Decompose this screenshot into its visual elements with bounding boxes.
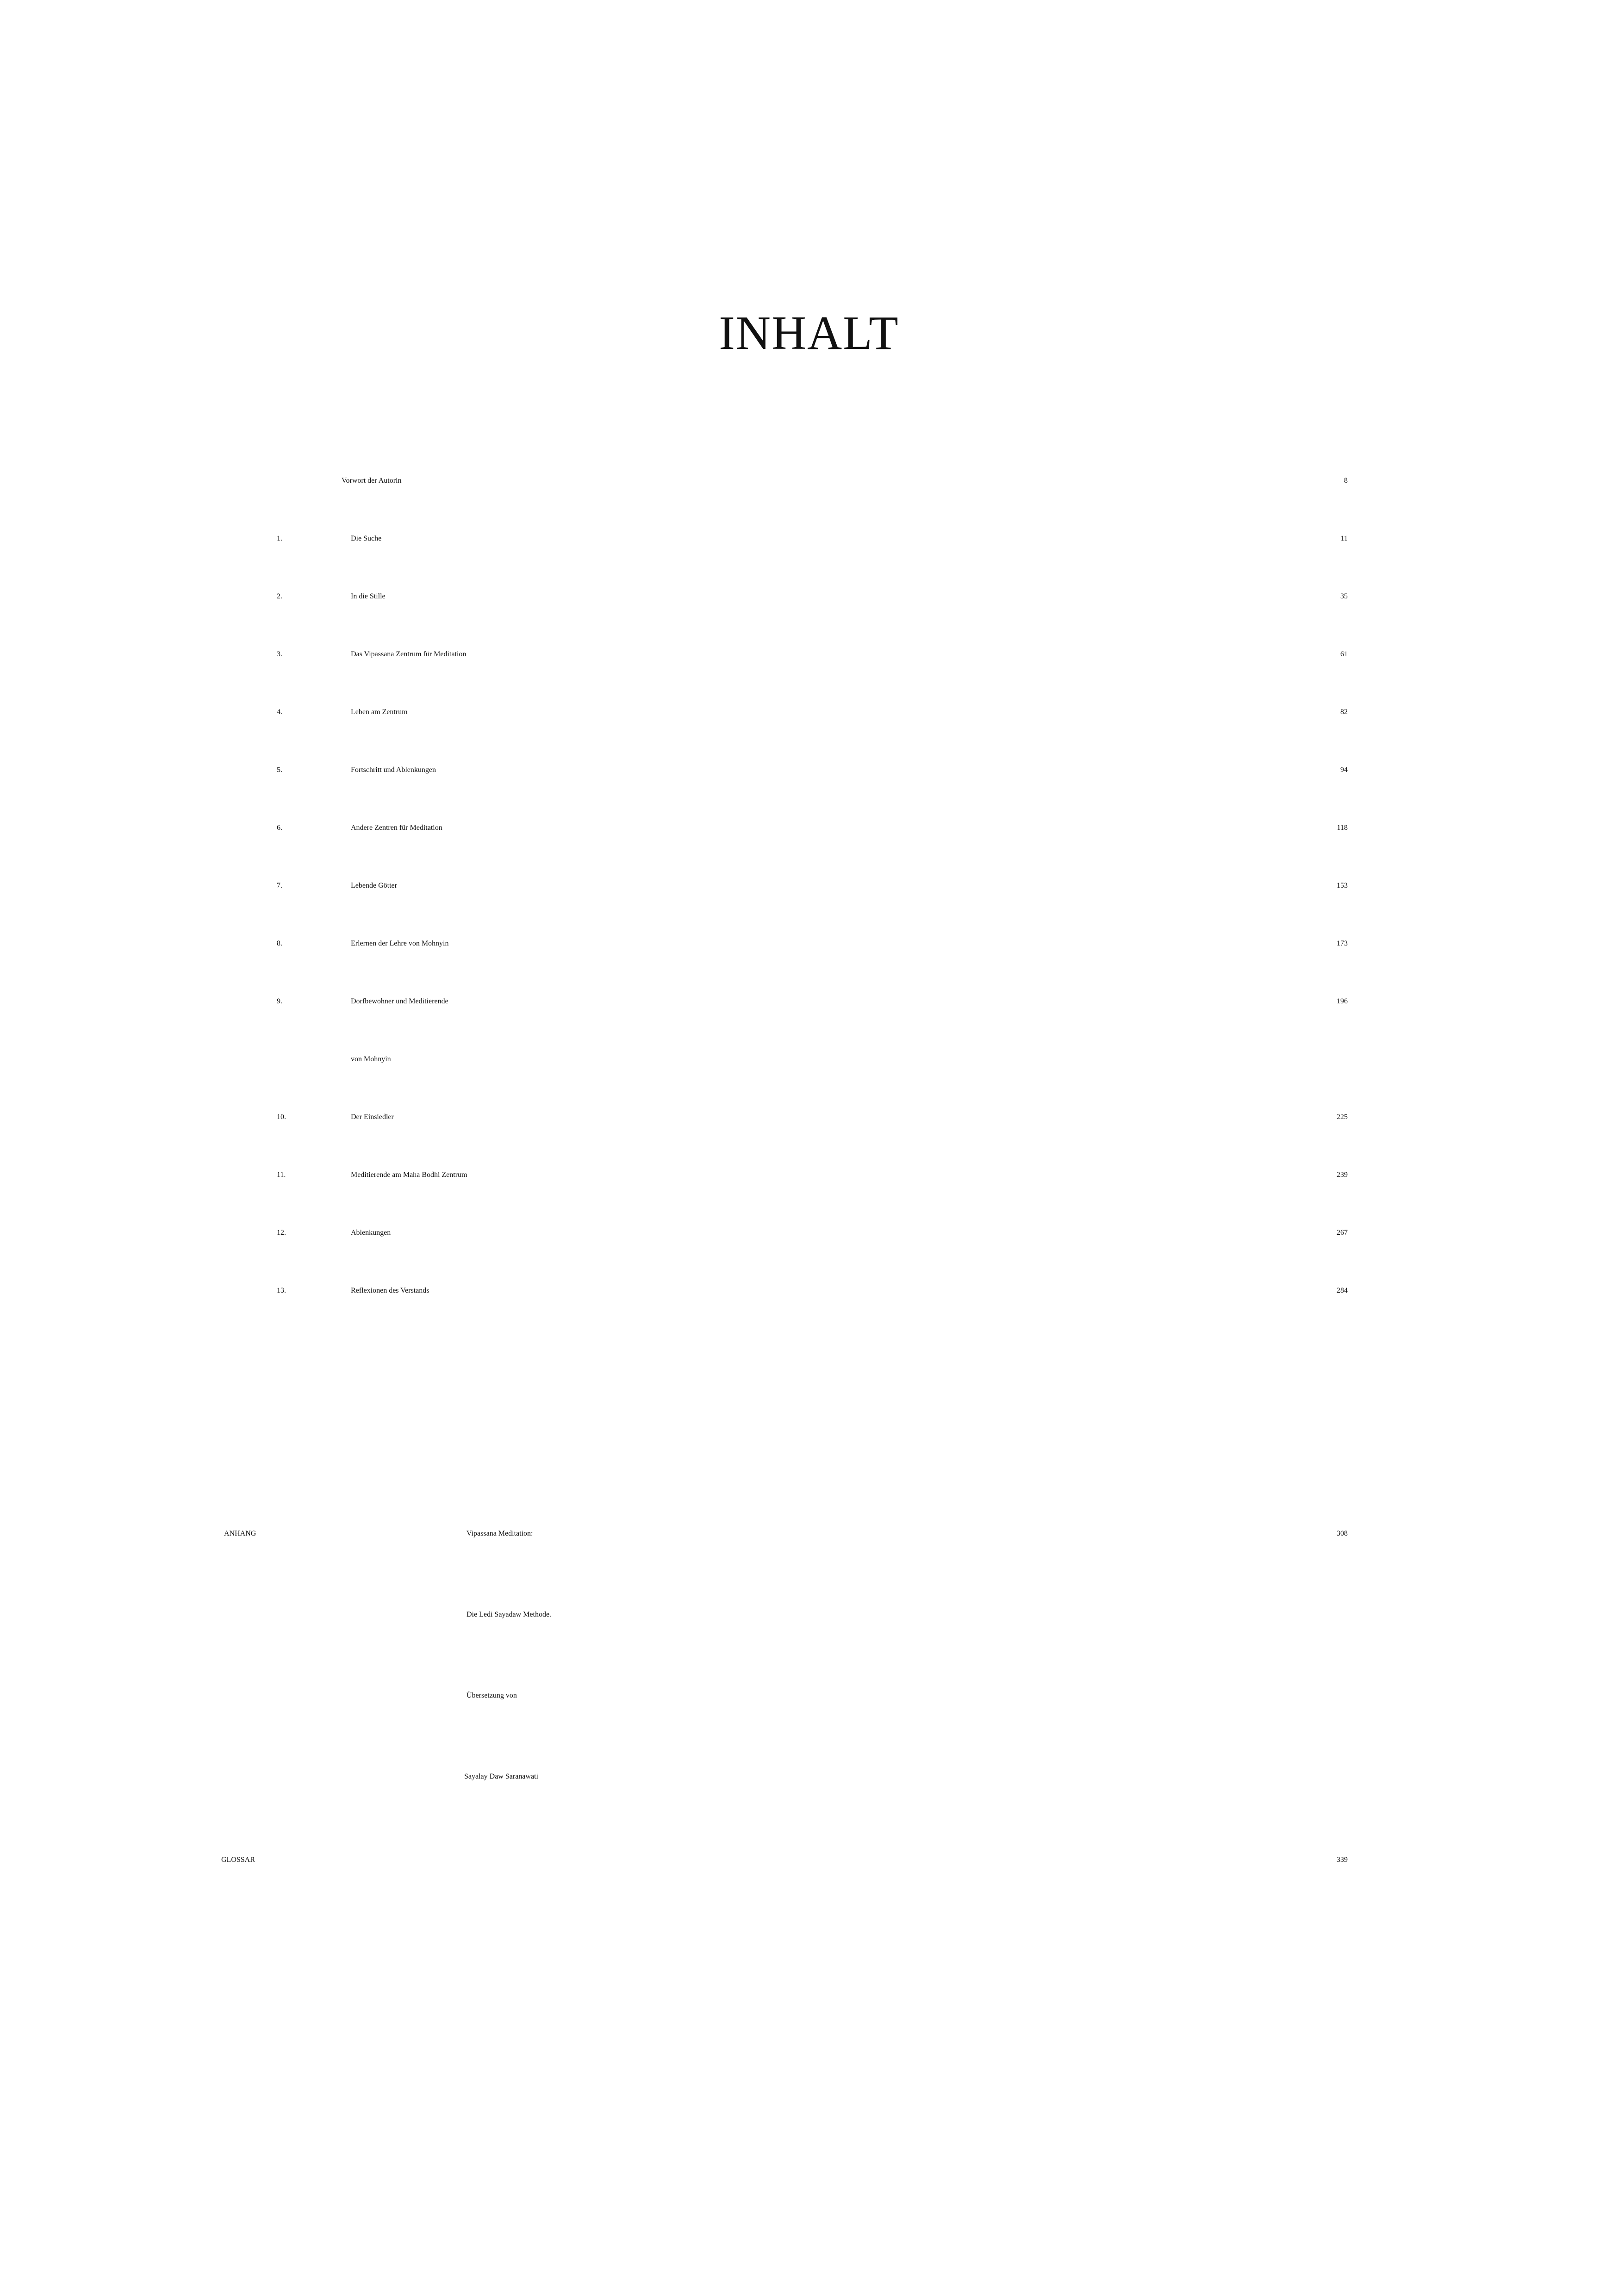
toc-entry-number: 12.: [277, 1229, 286, 1237]
toc-entry: [0, 766, 1348, 817]
toc-entry: [0, 940, 1348, 990]
toc-entry-number: 10.: [277, 1113, 286, 1121]
toc-entry-number: 3.: [277, 650, 282, 658]
toc-entry-title: Erlernen der Lehre von Mohnyin: [351, 940, 449, 947]
toc-entry: [0, 882, 1348, 933]
toc-appendix: [0, 1530, 1348, 1580]
toc-entry-page: 11: [1340, 535, 1348, 542]
toc-entry-page: 239: [1337, 1171, 1348, 1179]
appendix-label: ANHANG: [224, 1530, 256, 1537]
toc-entry-page: 35: [1340, 592, 1348, 600]
toc-entry-number: 5.: [277, 766, 282, 774]
appendix-title-line: Übersetzung von: [467, 1692, 517, 1699]
toc-appendix-line: [0, 1611, 1348, 1661]
toc-entry-number: 2.: [277, 592, 282, 600]
toc-entry-page: 82: [1340, 708, 1348, 716]
toc-entry-title: Meditierende am Maha Bodhi Zentrum: [351, 1171, 467, 1179]
toc-appendix-line: [0, 1773, 1348, 1823]
toc-entry-number: 11.: [277, 1171, 286, 1179]
toc-entry: [0, 1287, 1348, 1338]
toc-entry-number: 6.: [277, 824, 282, 832]
toc-entry-title: Dorfbewohner und Meditierende: [351, 997, 448, 1005]
toc-entry-foreword: [0, 477, 1348, 528]
toc-entry-title: Der Einsiedler: [351, 1113, 394, 1121]
toc-entry-title: Reflexionen des Verstands: [351, 1287, 429, 1294]
toc-appendix-line: [0, 1692, 1348, 1742]
glossary-label: GLOSSAR: [221, 1856, 255, 1864]
toc-glossary: [0, 1856, 1348, 1907]
toc-entry-page: 173: [1337, 940, 1348, 947]
toc-entry-page: 153: [1337, 882, 1348, 890]
toc-entry-title: Vorwort der Autorin: [342, 477, 402, 485]
toc-entry-title: Das Vipassana Zentrum für Meditation: [351, 650, 467, 658]
toc-entry: [0, 650, 1348, 701]
toc-entry-page: 118: [1337, 824, 1348, 832]
appendix-title-line: Sayalay Daw Saranawati: [464, 1773, 538, 1780]
toc-entry-page: 225: [1337, 1113, 1348, 1121]
toc-entry-number: 7.: [277, 882, 282, 890]
toc-entry-page: 8: [1344, 477, 1348, 485]
toc-entry: [0, 1229, 1348, 1280]
toc-entry: [0, 824, 1348, 875]
toc-entry: [0, 1113, 1348, 1164]
toc-entry-page: 284: [1337, 1287, 1348, 1294]
toc-entry: [0, 535, 1348, 585]
appendix-page: 308: [1337, 1530, 1348, 1537]
appendix-title-line: Vipassana Meditation:: [467, 1530, 533, 1537]
toc-entry-title: Fortschritt und Ablenkungen: [351, 766, 436, 774]
toc-entry: [0, 997, 1348, 1048]
appendix-title-line: Die Ledi Sayadaw Methode.: [467, 1611, 552, 1618]
toc-entry-title: Lebende Götter: [351, 882, 397, 890]
toc-entry-page: 267: [1337, 1229, 1348, 1237]
toc-entry-title: Leben am Zentrum: [351, 708, 408, 716]
toc-entry-title-continued: von Mohnyin: [351, 1055, 391, 1063]
toc-entry-page: 61: [1340, 650, 1348, 658]
toc-entry-number: 4.: [277, 708, 282, 716]
toc-entry-number: 8.: [277, 940, 282, 947]
toc-entry: [0, 1171, 1348, 1222]
toc-entry-page: 94: [1340, 766, 1348, 774]
toc-entry-continuation: [0, 1055, 1348, 1106]
toc-entry-number: 1.: [277, 535, 282, 542]
toc-entry-title: Die Suche: [351, 535, 382, 542]
toc-entry-page: 196: [1337, 997, 1348, 1005]
toc-entry-title: Ablenkungen: [351, 1229, 391, 1237]
toc-entry-title: In die Stille: [351, 592, 386, 600]
toc-entry-number: 13.: [277, 1287, 286, 1294]
page-title: INHALT: [719, 306, 899, 360]
toc-entry-title: Andere Zentren für Meditation: [351, 824, 442, 832]
toc-entry-number: 9.: [277, 997, 282, 1005]
glossary-page: 339: [1337, 1856, 1348, 1864]
toc-entry: [0, 708, 1348, 759]
toc-entry: [0, 592, 1348, 643]
